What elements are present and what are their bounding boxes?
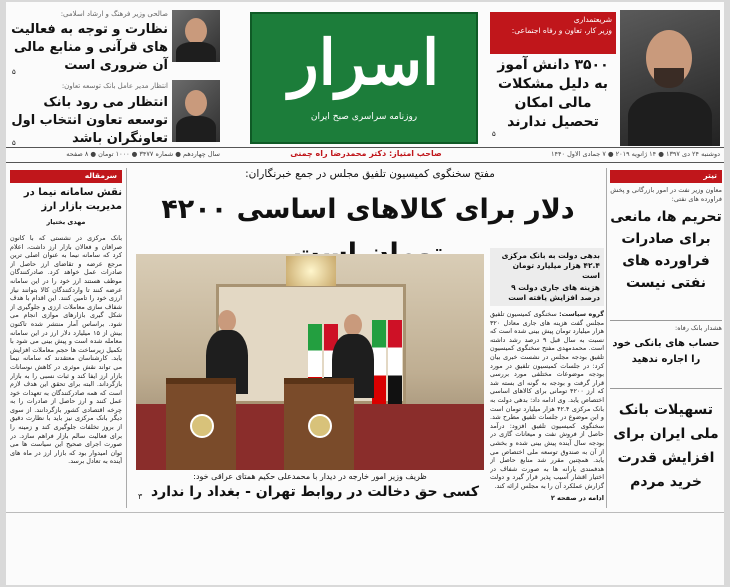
logo-text: اسرار: [288, 26, 440, 99]
main-photo: [136, 254, 484, 470]
top-right-kicker-box: [490, 12, 616, 54]
top-right-kicker: شریعتمداری: [573, 15, 612, 24]
portrait-salehi: [172, 10, 220, 62]
photo-caption-kicker: ظریف وزیر امور خارجه در دیدار با محمدعلی حکیم همتای عراقی خود:: [193, 472, 427, 481]
masthead-logo-box: [250, 12, 478, 144]
portrait-bank-ceo: [172, 80, 220, 142]
story1-title[interactable]: نظارت و توجه به فعالیت های قرآنی و منابع مالی آن ضروری است: [11, 22, 168, 73]
right-title2[interactable]: حساب های بانکی خود را اجاره ندهید: [612, 338, 720, 365]
column-rule-left: [126, 168, 127, 508]
right-title1[interactable]: تحریم ها، مانعی برای صادرات فراورده های نفتی نیست: [610, 209, 722, 291]
left-section-label: سرمقاله: [10, 170, 122, 183]
story2-page: ۵: [12, 139, 16, 147]
right-section-label: تیتر: [610, 170, 722, 183]
right-divider1: [610, 320, 722, 321]
publisher-line: صاحب امتیاز: دکتر محمدرضا راه چمنی: [290, 149, 442, 158]
logo-tagline: روزنامه سراسری صبح ایران: [310, 112, 418, 122]
right-kicker1: معاون وزیر نفت در امور بازرگانی و پخش فراورده های نفتی:: [610, 186, 722, 203]
main-kicker: مفتح سخنگوی کمیسیون تلفیق مجلس در جمع خبرنگاران:: [245, 168, 495, 180]
top-right-kicker2: وزیر کار، تعاون و رفاه اجتماعی:: [511, 26, 612, 35]
story2-title[interactable]: انتظار می رود بانک توسعه تعاون انتخاب اول تعاونگران باشد: [11, 95, 168, 146]
portrait-minister: [620, 10, 720, 146]
date-line: دوشنبه ۲۴ دی ۱۳۹۷ ● ۱۴ ژانویه ۲۰۱۹ ● ۷ جمادی الاول ۱۴۴۰: [551, 150, 720, 158]
masthead-divider: [6, 147, 724, 148]
left-body: بانک مرکزی در نشستی که با کانون صرافان و فعالان بازار ارز داشت، اعلام کرد که سامانه نیما به عنوان اصلی ترین مرجع عرضه و تقاضای ارز حاصل از صادرات عمل خواهد کرد. صادرکنندگان موظف هستند ارز خود را در این سامانه عرضه کنند تا واردکنندگان کالا بتوانند نیاز ارزی خود را تامین کنند. این اقدام با هدف شفاف سازی معاملات ارزی و جلوگیری از شکل گیری بازارهای موازی انجام می شود. براساس آمار منتشر شده تاکنون بیش از ۱۵ میلیارد دلار ارز در این سامانه معامله شده است و پیش بینی می شود با تکمیل زیرساخت ها حجم معاملات افزایش یابد. کارشناسان معتقدند که سامانه نیما می تواند نقش موثری در کاهش نوسانات بازار ارز ایفا کند و ثبات نسبی را به بازار بازگرداند. البته برای تحقق این هدف لازم است که همه صادرکنندگان به تعهدات خود عمل کنند و ارز حاصل از صادرات را به چرخه اقتصادی کشور بازگردانند. از سوی دیگر بانک مرکزی نیز باید با نظارت دقیق از بروز تخلفات جلوگیری کند و زمینه را برای فعالیت سالم بازار فراهم سازد. در صورت اجرای صحیح این سیاست ها می توان امیدوار بود که بازار ارز در ماه های آینده به تعادل برسد.: [10, 234, 122, 466]
main-body-text: سخنگوی کمیسیون تلفیق مجلس گفت هزینه های جاری معادل ۳۲۰ هزار میلیارد تومان پیش بینی شده است که نسبت به سال قبل ۹ درصد رشد داشته است. محمدمهدی مفتح سخنگوی کمیسیون تلفیق بودجه مجلس در نشست خبری بیان کرد: در جلسات کمیسیون تلفیق در مورد بودجه موضوعات مختلفی مورد بررسی قرار گرفت و بودجه به گونه ای بسته شد که ارز ۴۲۰۰ تومانی برای کالاهای اساسی اختصاص یابد. وی ادامه داد: بدهی دولت به بانک مرکزی ۴۲.۴ هزار میلیارد تومان است و این موضوع در جلسات تلفیق مطرح شد. سخنگوی کمیسیون تلفیق افزود: درآمد حاصل از فروش نفت و میعانات گازی در بودجه سال آینده پیش بینی شده و بخشی از آن به صندوق توسعه ملی اختصاص می یابد. همچنین مقرر شد منابع حاصل از هدفمندی یارانه ها به صورت شفاف در اختیار اقشار آسیب پذیر قرار گیرد و دولت گزارش عملکرد آن را به مجلس ارائه کند.: [490, 310, 604, 490]
photo-caption[interactable]: کسی حق دخالت در روابط تهران - بغداد را ندارد: [150, 484, 480, 500]
left-title[interactable]: نقش سامانه نیما در مدیریت بازار ارز: [23, 187, 122, 212]
top-right-page: ۵: [492, 130, 496, 138]
newspaper-page: [6, 2, 724, 585]
story2-kicker: انتظار مدیر عامل بانک توسعه تعاون:: [61, 82, 168, 90]
story1-page: ۵: [12, 68, 16, 76]
story1-kicker: صالحی وزیر فرهنگ و ارشاد اسلامی:: [60, 10, 168, 18]
right-kicker2: هشدار بانک رفاه:: [675, 324, 722, 332]
left-author: مهدی بختیار: [46, 218, 86, 226]
main-headline[interactable]: دلار برای کالاهای اساسی ۴۲۰۰: [161, 194, 575, 225]
photo-page: ۳: [138, 492, 143, 501]
right-divider2: [610, 388, 722, 389]
date-divider: [6, 162, 724, 163]
top-right-title[interactable]: ۳۵۰۰ دانش آموز به دلیل مشکلات مالی امکان تحصیل ندارند: [497, 57, 609, 130]
main-sub1: بدهی دولت به بانک مرکزی ۴۲.۴ هزار میلیارد تومان است: [501, 251, 600, 280]
column-rule-right: [606, 168, 607, 508]
main-sub-box: [490, 248, 604, 306]
right-title3[interactable]: تسهیلات بانک ملی ایران برای افزایش قدرت خرید مردم: [613, 402, 719, 490]
bottom-rule: [6, 512, 724, 513]
main-body-label: گروه سیاست:: [559, 310, 604, 318]
main-continued[interactable]: ادامه در صفحه ۲: [550, 494, 604, 502]
main-body: [490, 310, 604, 490]
issue-line: سال چهاردهم ● شماره ۳۴۷۷ ● ۱۰۰۰ تومان ● ۸ صفحه: [66, 150, 220, 158]
main-sub2: هزینه های جاری دولت ۹ درصد افزایش یافته است: [508, 283, 600, 302]
